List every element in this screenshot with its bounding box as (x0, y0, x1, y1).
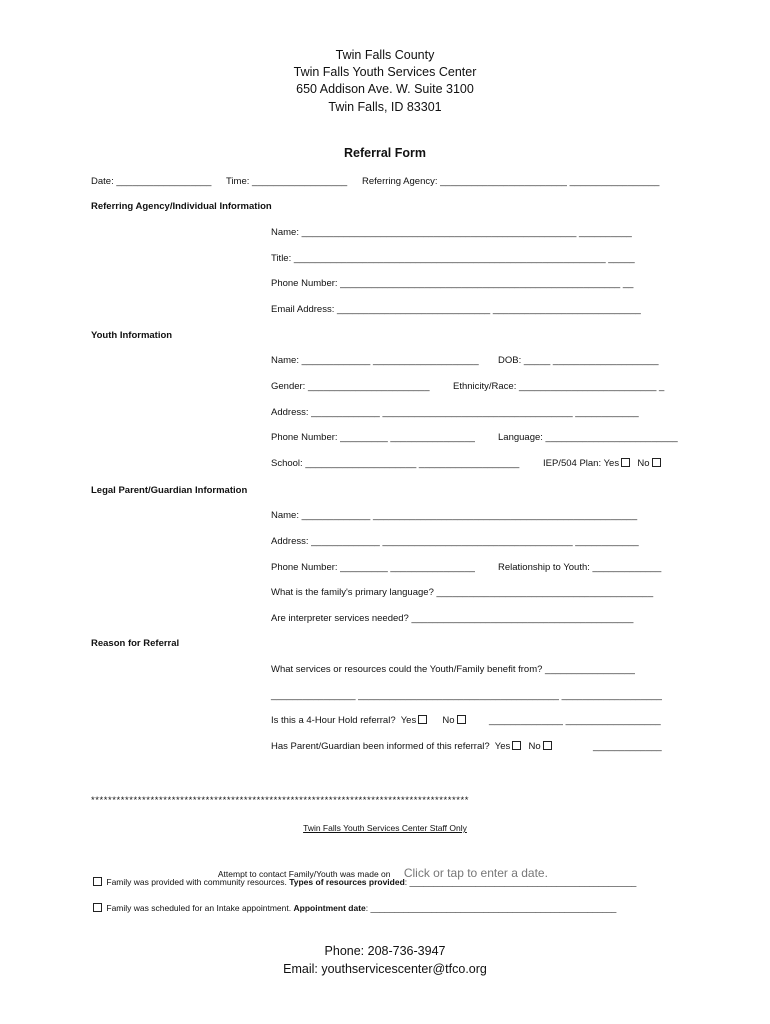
referring-agency-field[interactable]: Referring Agency: ________________________ _________________ (362, 176, 660, 187)
center-city: Twin Falls, ID 83301 (328, 100, 442, 114)
section-heading-reason: Reason for Referral (91, 638, 180, 649)
iep-no-label: No (637, 458, 650, 469)
form-title: Referral Form (344, 146, 426, 160)
hold-no-label: No (442, 715, 455, 726)
section-heading-youth: Youth Information (91, 330, 173, 341)
resources-blank-field[interactable]: : ________________________________________________ (404, 877, 637, 887)
intake-checkbox[interactable] (93, 903, 102, 912)
intake-bold-label: Appointment date (293, 903, 366, 913)
date-picker-field[interactable]: Click or tap to enter a date. (403, 866, 548, 880)
iep-no-checkbox[interactable] (652, 458, 661, 467)
youth-ethnicity-field[interactable]: Ethnicity/Race: __________________________ _ (453, 381, 665, 392)
hold-yes-checkbox[interactable] (418, 715, 427, 724)
services-field-line2[interactable]: ________________ ______________________________________ ___________________ (271, 690, 662, 701)
guardian-address-field[interactable]: Address: _____________ ____________________________________ ____________ (271, 536, 639, 547)
youth-school-field[interactable]: School: _____________________ ___________________ (271, 458, 520, 469)
informed-question: Has Parent/Guardian been informed of this referral? (271, 741, 490, 752)
intake-text: Family was scheduled for an Intake appointment. (106, 903, 292, 913)
staff-only-title: Twin Falls Youth Services Center Staff Only (303, 823, 467, 833)
youth-phone-field[interactable]: Phone Number: _________ ________________ (271, 432, 475, 443)
family-language-field[interactable]: What is the family's primary language? _________________________________________ (271, 587, 654, 598)
resources-text: Family was provided with community resources. (106, 877, 287, 887)
youth-name-field[interactable]: Name: _____________ ____________________ (271, 355, 479, 366)
intake-row (91, 903, 616, 913)
agency-name-field[interactable]: Name: ____________________________________________________ __________ (271, 227, 632, 238)
informed-yes-checkbox[interactable] (512, 741, 521, 750)
star-separator: ***************************************************************************************** (91, 795, 469, 806)
iep-label: IEP/504 Plan: (543, 458, 602, 469)
hold-no-checkbox[interactable] (457, 715, 466, 724)
services-field[interactable]: What services or resources could the Youth/Family benefit from? _________________ (271, 664, 635, 675)
informed-blank-field[interactable]: _____________ (593, 741, 662, 752)
informed-no-checkbox[interactable] (543, 741, 552, 750)
interpreter-field[interactable]: Are interpreter services needed? __________________________________________ (271, 613, 634, 624)
guardian-phone-field[interactable]: Phone Number: _________ ________________ (271, 562, 475, 573)
agency-phone-field[interactable]: Phone Number: _____________________________________________________ __ (271, 278, 634, 289)
date-field[interactable]: Date: __________________ (91, 176, 212, 187)
hold-blank-field[interactable]: ______________ __________________ (489, 715, 661, 726)
hold-question: Is this a 4-Hour Hold referral? (271, 715, 396, 726)
resources-checkbox[interactable] (93, 877, 102, 886)
county-name: Twin Falls County (335, 48, 435, 62)
section-heading-agency: Referring Agency/Individual Information (91, 201, 272, 212)
center-name: Twin Falls Youth Services Center (293, 65, 477, 79)
section-heading-guardian: Legal Parent/Guardian Information (91, 485, 248, 496)
youth-dob-field[interactable]: DOB: _____ ____________________ (498, 355, 659, 366)
iep-plan-row (543, 458, 663, 469)
resources-row (91, 877, 636, 887)
center-address: 650 Addison Ave. W. Suite 3100 (296, 82, 474, 96)
time-field[interactable]: Time: __________________ (226, 176, 348, 187)
attempt-contact-label: Attempt to contact Family/Youth was made on (217, 869, 391, 879)
footer-phone: Phone: 208-736-3947 (324, 944, 446, 958)
youth-address-field[interactable]: Address: _____________ ____________________________________ ____________ (271, 407, 639, 418)
iep-yes-checkbox[interactable] (621, 458, 630, 467)
guardian-name-field[interactable]: Name: _____________ __________________________________________________ (271, 510, 638, 521)
informed-yes-label: Yes (494, 741, 511, 752)
informed-no-label: No (528, 741, 541, 752)
agency-email-field[interactable]: Email Address: _____________________________ ____________________________ (271, 304, 641, 315)
guardian-relationship-field[interactable]: Relationship to Youth: _____________ (498, 562, 662, 573)
intake-blank-field[interactable]: : ____________________________________________________ (365, 903, 617, 913)
footer-email[interactable]: Email: youthservicescenter@tfco.org (283, 962, 487, 976)
hold-referral-row (271, 715, 468, 726)
agency-title-field[interactable]: Title: ___________________________________________________________ _____ (271, 253, 635, 264)
informed-row (271, 741, 554, 752)
youth-gender-field[interactable]: Gender: _______________________ (271, 381, 430, 392)
iep-yes-label: Yes (603, 458, 620, 469)
youth-language-field[interactable]: Language: _________________________ (498, 432, 678, 443)
resources-bold-label: Types of resources provided (289, 877, 405, 887)
hold-yes-label: Yes (400, 715, 417, 726)
